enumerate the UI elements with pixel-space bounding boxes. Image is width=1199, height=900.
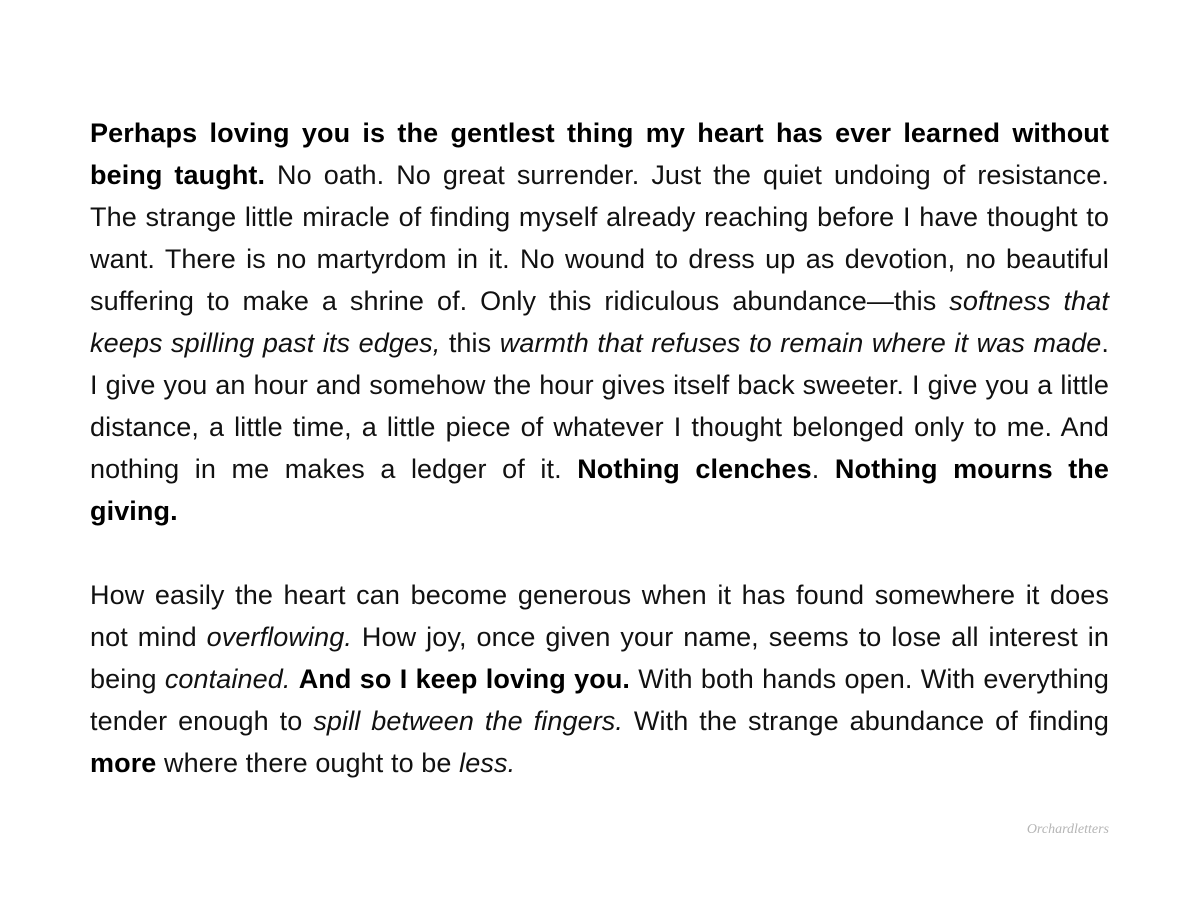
text-run: With the strange abundance of finding: [623, 706, 1109, 736]
text-run: How easily the heart can become generous when it has found somewhere it does not mind: [90, 580, 1109, 652]
text-run: .: [811, 454, 835, 484]
bold-text-run: Perhaps loving you is the gentlest thing my heart has ever learned without being taught.: [90, 118, 1109, 190]
italic-text-run: softness that keeps spilling past its edges,: [90, 286, 1109, 358]
text-run: How joy, once given your name, seems to lose all interest in being: [90, 622, 1109, 694]
text-run: No oath. No great surrender. Just the quiet undoing of resistance. The strange little miracle of finding myself already reaching before I have thought to want. There is no martyrdom in it. No wound to dress up as devotion, no beautiful suffering to make a shrine of. Only this ridiculous abundance—this: [90, 160, 1109, 316]
bold-text-run: And so I keep loving you.: [298, 664, 631, 694]
text-run: [290, 664, 298, 694]
paragraph-1: [90, 112, 1109, 532]
text-run: where there ought to be: [156, 748, 460, 778]
italic-text-run: overflowing.: [206, 622, 352, 652]
bold-text-run: Nothing clenches: [577, 454, 812, 484]
text-run: . I give you an hour and somehow the hour gives itself back sweeter. I give you a little distance, a little time, a little piece of whatever I thought belonged only to me. And nothing in me makes a ledger of it.: [90, 328, 1109, 484]
italic-text-run: contained.: [164, 664, 291, 694]
italic-text-run: spill between the fingers.: [313, 706, 624, 736]
paragraph-2: [90, 574, 1109, 784]
text-run: With both hands open. With everything tender enough to: [90, 664, 1109, 736]
italic-text-run: warmth that refuses to remain where it was made: [499, 328, 1102, 358]
text-run: this: [440, 328, 500, 358]
italic-text-run: less.: [459, 748, 516, 778]
letter-body: [90, 112, 1109, 784]
bold-text-run: more: [90, 748, 157, 778]
bold-text-run: Nothing mourns the giving.: [90, 454, 1110, 526]
signature-watermark: Orchardletters: [1026, 822, 1109, 837]
